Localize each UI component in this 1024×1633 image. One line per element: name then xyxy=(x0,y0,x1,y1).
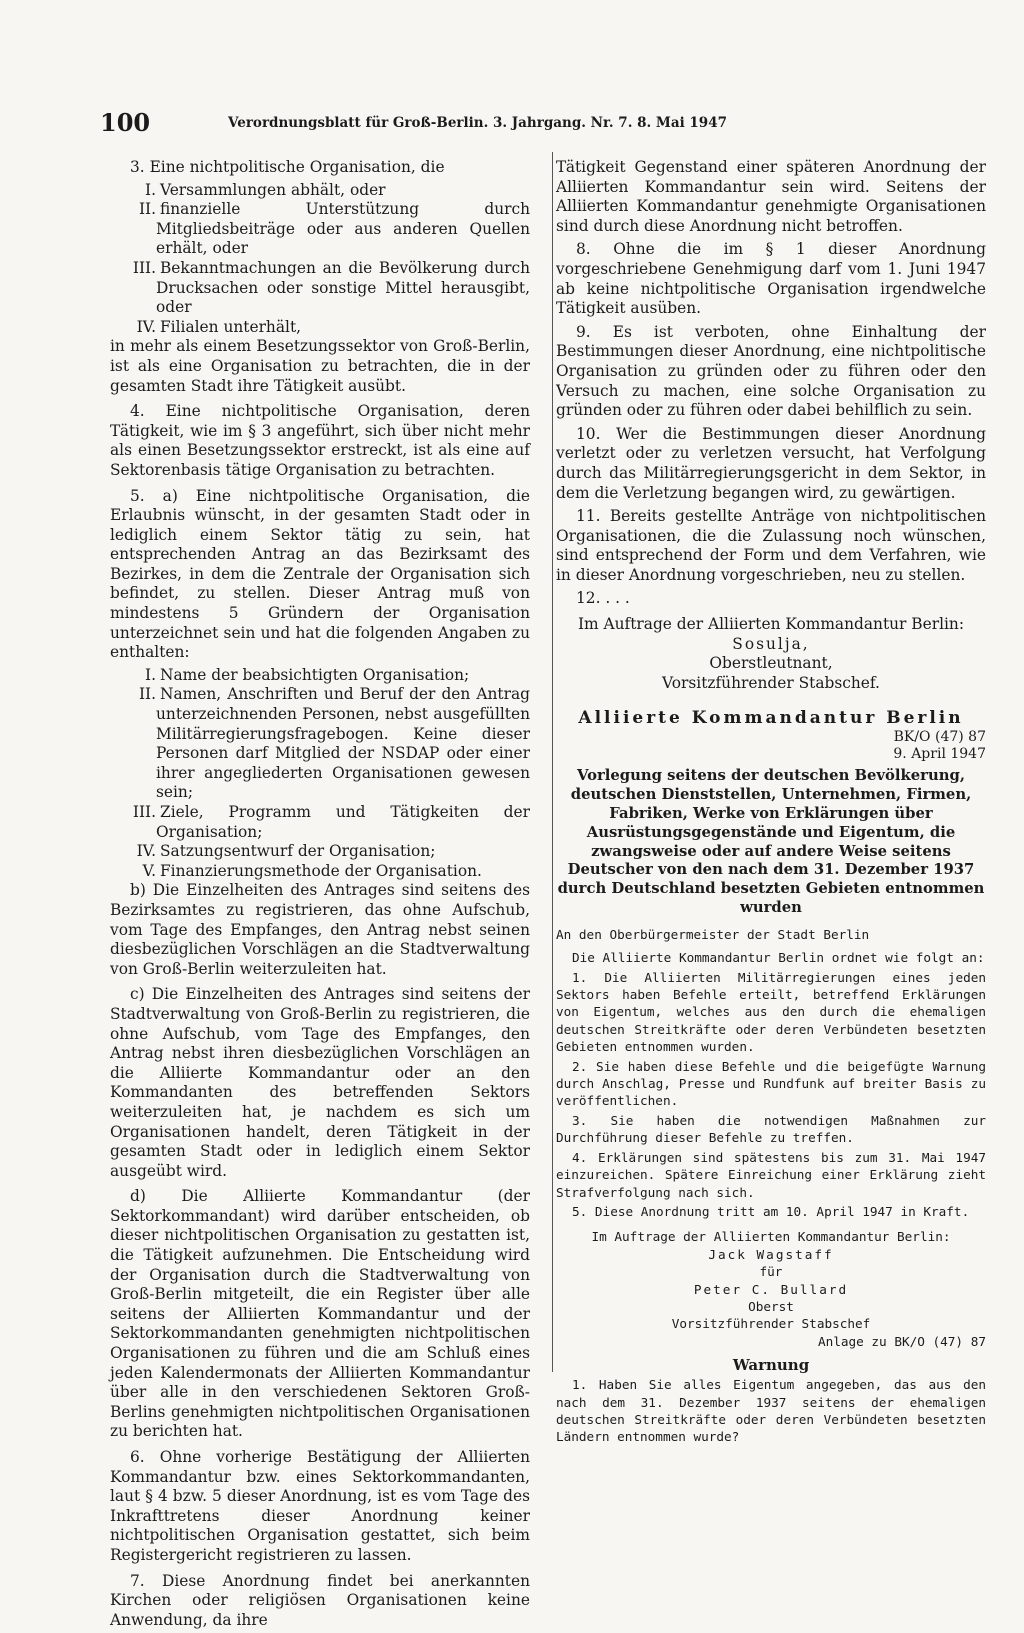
list-item: II. Namen, Anschriften und Beruf der den Antrag unterzeichnenden Personen, nebst ausgefüllten Militärregierungsfragebogen. Keine dieser Personen darf Mitglied der NSDAP oder einer ihrer angegliederten Organisationen gewesen sein; xyxy=(138,685,530,802)
paragraph-5c: c) Die Einzelheiten des Antrages sind seitens der Stadtverwaltung von Groß-Berlin zu registrieren, die ohne Aufschub, vom Tage des Empfanges, den Antrag nebst ihren diesbezüglichen Vorschlägen an die Alliierte Kommandantur oder an den Kommandanten des betreffenden Sektors weiterzuleiten hat, je nachdem es sich um Organisationen handelt, deren Tätigkeit in der gesamten Stadt oder in lediglich einem Sektor ausgeübt wird. xyxy=(110,985,530,1180)
order-heading: Vorlegung seitens der deutschen Bevölkerung, deutschen Dienststellen, Unternehmen, Firmen, Fabriken, Werke von Erklärungen über Ausrüstungsgegenstände und Eigentum, die zwangsweise oder auf andere Weise seitens Deutscher von den nach dem 31. Dezember 1937 durch Deutschland besetzten Gebieten entnommen wurden xyxy=(557,767,985,917)
order-reference: BK/O (47) 87 xyxy=(893,729,986,746)
paragraph-10: 10. Wer die Bestimmungen dieser Anordnung verletzt oder zu verletzen versucht, hat Verfolgung durch das Militärregierungsgericht in dem Sektor, in dem die Verletzung begangen wird, zu gewärtigen. xyxy=(556,424,986,502)
signature-rank: Oberstleutnant, xyxy=(709,654,833,673)
signature-role: Vorsitzführender Stabschef. xyxy=(662,673,880,692)
column-divider xyxy=(552,152,553,1372)
order-item: 1. Die Alliierten Militärregierungen eines jeden Sektors haben Befehle erteilt, betreffend Erklärungen von Eigentum, welches aus den durch die ehemaligen deutschen Streitkräfte oder deren Verbündeten besetzten Gebieten entnommen wurden. xyxy=(556,969,986,1055)
paragraph-7: 7. Diese Anordnung findet bei anerkannten Kirchen oder religiösen Organisationen keine Anwendung, da ihre xyxy=(110,1571,530,1629)
paragraph-9: 9. Es ist verboten, ohne Einhaltung der Bestimmungen dieser Anordnung, eine nichtpolitische Organisation zu gründen oder zu führen oder den Versuch zu machen, eine solche Organisation zu gründen oder zu führen oder dabei behilflich zu sein. xyxy=(556,322,986,420)
paragraph-5a: 5. a) Eine nichtpolitische Organisation, die Erlaubnis wünscht, in der gesamten Stadt oder in lediglich einem Sektor tätig zu sein, hat entsprechenden Antrag an das Bezirksamt des Bezirkes, in dem die Zentrale der Organisation sich befindet, zu stellen. Dieser Antrag muß von mindestens 5 Gründern der Organisation unterzeichnet sein und hat die folgenden Angaben zu enthalten: xyxy=(110,486,530,662)
signature-name: Sosulja, xyxy=(732,634,810,653)
signature-role: Vorsitzführender Stabschef xyxy=(671,1316,871,1332)
paragraph-4: 4. Eine nichtpolitische Organisation, deren Tätigkeit, wie im § 3 angeführt, sich über nicht mehr als einen Besetzungssektor erstreckt, ist als eine auf Sektorenbasis tätige Organisation zu betrachten. xyxy=(110,402,530,479)
signature-intro: Im Auftrage der Alliierten Kommandantur Berlin: xyxy=(577,615,965,634)
paragraph-6: 6. Ohne vorherige Bestätigung der Alliierten Kommandantur bzw. eines Sektorkommandanten, laut § 4 bzw. 5 dieser Anordnung, ist es vom Tage des Inkrafttretens dieser Anordnung keiner nichtpolitischen Organisation gestattet, sich beim Registergericht registrieren zu lassen. xyxy=(110,1448,530,1564)
order-item: 4. Erklärungen sind spätestens bis zum 31. Mai 1947 einzureichen. Spätere Einreichung einer Erklärung zieht Strafverfolgung nach sich. xyxy=(556,1149,986,1200)
list-item: V. Finanzierungsmethode der Organisation. xyxy=(142,861,482,880)
signature-intro: Im Auftrage der Alliierten Kommandantur Berlin: xyxy=(591,1229,951,1245)
paragraph-5d: d) Die Alliierte Kommandantur (der Sektorkommandant) wird darüber entscheiden, ob dieser nichtpolitischen Organisation zu gestatten ist, die Tätigkeit aufzunehmen. Die Entscheidung wird der Organisation durch die Stadtverwaltung von Groß-Berlin mitgeteilt, die ein Register über alle seitens der Alliierten Kommandantur und der Sektorkommandanten genehmigten nichtpolitischen Organisationen zu führen und die am Schluß eines jeden Kalendermonats der Alliierten Kommandantur über alle in den verschiedenen Sektoren Groß-Berlins genehmigten nichtpolitischen Organisationen zu berichten hat. xyxy=(110,1187,530,1441)
warning-title: Warnung xyxy=(732,1356,810,1375)
signature-block-1 xyxy=(556,615,986,693)
paragraph-11: 11. Bereits gestellte Anträge von nichtpolitischen Organisationen, die die Zulassung noch wünschen, sind entsprechend der Form und dem Verfahren, wie in dieser Anordnung vorgeschrieben, neu zu stellen. xyxy=(556,507,986,584)
order-item: 2. Sie haben diese Befehle und die beigefügte Warnung durch Anschlag, Presse und Rundfunk auf breiter Basis zu veröffentlichen. xyxy=(556,1058,986,1109)
signature-name: Peter C. Bullard xyxy=(693,1281,849,1297)
paragraph-5b: b) Die Einzelheiten des Antrages sind seitens des Bezirksamtes zu registrieren, das ohne Aufschub, vom Tage des Empfanges, den Antrag nebst seinen diesbezüglichen Vorschlägen an die Stadtverwaltung von Groß-Berlin weiterzuleiten hat. xyxy=(110,881,530,978)
annex-reference: Anlage zu BK/O (47) 87 xyxy=(817,1333,986,1349)
signature-name: Jack Wagstaff xyxy=(708,1246,834,1262)
list-item: III. Bekanntmachungen an die Bevölkerung durch Drucksachen oder sonstige Mittel herausgibt, oder xyxy=(132,258,530,317)
list-item: IV. Filialen unterhält, xyxy=(136,317,302,336)
order-date: 9. April 1947 xyxy=(893,746,986,763)
addressee: An den Oberbürgermeister der Stadt Berlin xyxy=(556,926,870,942)
paragraph-3-tail: in mehr als einem Besetzungssektor von Groß-Berlin, ist als eine Organisation zu betrachten, die in der gesamten Stadt ihre Tätigkeit ausübt. xyxy=(110,337,530,395)
list-item: I. Versammlungen abhält, oder xyxy=(145,180,386,199)
paragraph-7-continued: Tätigkeit Gegenstand einer späteren Anordnung der Alliierten Kommandantur sein wird. Seitens der Alliierten Kommandantur genehmigte Organisationen sind durch diese Anordnung nicht betroffen. xyxy=(556,158,986,235)
list-item: III. Ziele, Programm und Tätigkeiten der Organisation; xyxy=(132,803,530,841)
order-item: 5. Diese Anordnung tritt am 10. April 1947 in Kraft. xyxy=(572,1203,970,1219)
page-number: 100 xyxy=(100,108,151,137)
right-column xyxy=(556,158,986,1448)
running-head: Verordnungsblatt für Groß-Berlin. 3. Jahrgang. Nr. 7. 8. Mai 1947 xyxy=(228,115,727,131)
order-intro: Die Alliierte Kommandantur Berlin ordnet wie folgt an: xyxy=(572,950,985,966)
warning-paragraph: 1. Haben Sie alles Eigentum angegeben, das aus den nach dem 31. Dezember 1937 seitens der ehemaligen deutschen Streitkräfte oder deren Verbündeten besetzten Ländern entnommen wurde? xyxy=(556,1377,986,1445)
list-item: IV. Satzungsentwurf der Organisation; xyxy=(136,842,436,861)
signature-rank: Oberst xyxy=(748,1298,794,1314)
paragraph-8: 8. Ohne die im § 1 dieser Anordnung vorgeschriebene Genehmigung darf vom 1. Juni 1947 ab keine nichtpolitische Organisation irgendwelche Tätigkeit ausüben. xyxy=(556,240,986,318)
order-item: 3. Sie haben die notwendigen Maßnahmen zur Durchführung dieser Befehle zu treffen. xyxy=(556,1112,986,1146)
list-item: II. finanzielle Unterstützung durch Mitgliedsbeiträge oder aus anderen Quellen erhält, oder xyxy=(138,200,530,258)
signature-block-2 xyxy=(556,1228,986,1332)
page-header xyxy=(100,108,790,138)
paragraph-3-intro: 3. Eine nichtpolitische Organisation, die xyxy=(130,158,445,176)
left-column xyxy=(110,158,530,1633)
section-title: Alliierte Kommandantur Berlin xyxy=(578,708,964,729)
list-item: I. Name der beabsichtigten Organisation; xyxy=(145,665,470,684)
signature-fuer: für xyxy=(759,1264,783,1280)
paragraph-12: 12. . . . xyxy=(576,589,630,608)
